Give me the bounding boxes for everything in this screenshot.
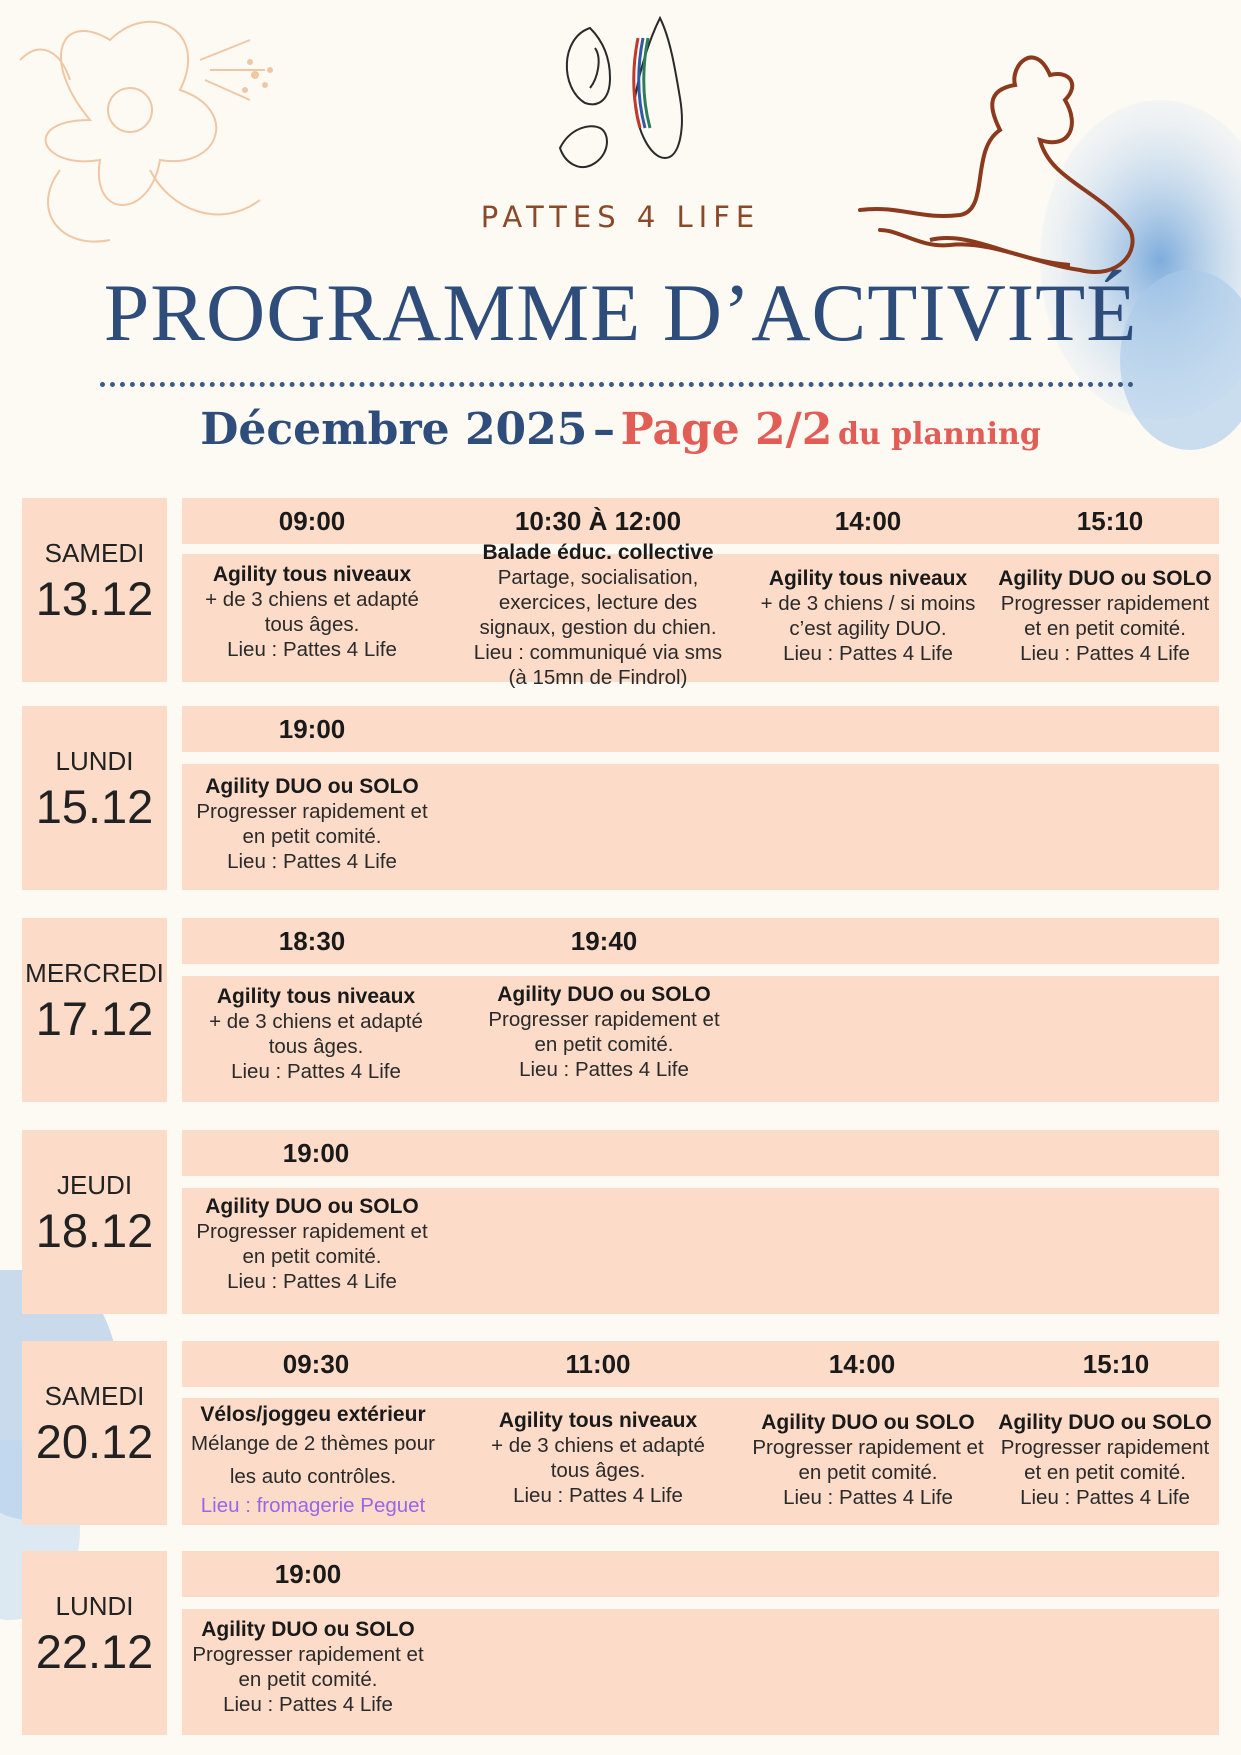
day-cell bbox=[22, 1551, 167, 1735]
page-title: PROGRAMME D’ACTIVITÉ bbox=[103, 267, 1138, 358]
activity-description: Progresser rapidement et en petit comité. bbox=[488, 1008, 720, 1056]
activity bbox=[748, 1410, 988, 1510]
activity bbox=[748, 566, 988, 666]
activity-location: Lieu : communiqué via sms (à 15mn de Findrol) bbox=[473, 641, 723, 689]
activities-row bbox=[182, 1188, 1219, 1314]
activity-title: Agility DUO ou SOLO bbox=[761, 1411, 975, 1434]
activity bbox=[196, 984, 436, 1084]
day-date: 18.12 bbox=[35, 1204, 154, 1257]
activity-title: Agility tous niveaux bbox=[216, 985, 416, 1008]
activity-location: Lieu : Pattes 4 Life bbox=[223, 1693, 393, 1716]
activity-location: Lieu : Pattes 4 Life bbox=[227, 638, 397, 661]
time-slot: 19:00 bbox=[274, 1559, 342, 1589]
activities-row bbox=[182, 764, 1219, 890]
activities-row bbox=[182, 1398, 1219, 1525]
flower-outline-illustration bbox=[0, 0, 300, 280]
activity bbox=[192, 774, 432, 874]
activities-row bbox=[182, 976, 1219, 1102]
day-name: SAMEDI bbox=[44, 1381, 145, 1411]
activity-title: Vélos/joggeu extérieur bbox=[200, 1403, 426, 1426]
activity-description: + de 3 chiens et adapté tous âges. bbox=[209, 1010, 423, 1058]
activity-location: Lieu : Pattes 4 Life bbox=[519, 1058, 689, 1081]
time-slot: 15:10 bbox=[1076, 506, 1144, 536]
time-bar bbox=[182, 1341, 1219, 1387]
day-cell bbox=[22, 1341, 167, 1525]
time-bar bbox=[182, 1551, 1219, 1597]
activity bbox=[484, 982, 724, 1082]
dotted-divider bbox=[100, 382, 1134, 387]
activity-description: Progresser rapidement et en petit comité. bbox=[192, 1643, 424, 1691]
time-slot: 19:00 bbox=[278, 714, 346, 744]
activities-row bbox=[182, 1609, 1219, 1735]
time-slot: 11:00 bbox=[565, 1349, 631, 1379]
subtitle-dash: – bbox=[592, 404, 615, 455]
activity-location: Lieu : Pattes 4 Life bbox=[227, 1270, 397, 1293]
day-cell bbox=[22, 706, 167, 890]
time-slot: 19:40 bbox=[570, 926, 638, 956]
day-date: 22.12 bbox=[35, 1625, 154, 1678]
day-cell bbox=[22, 918, 167, 1102]
day-name: LUNDI bbox=[55, 1591, 134, 1621]
time-slot: 09:30 bbox=[282, 1349, 350, 1379]
day-date: 20.12 bbox=[35, 1415, 154, 1468]
time-bar bbox=[182, 706, 1219, 752]
activity-title: Balade éduc. collective bbox=[482, 541, 714, 564]
day-name: SAMEDI bbox=[44, 538, 145, 568]
activity-title: Agility DUO ou SOLO bbox=[205, 1195, 419, 1218]
activity-location: Lieu : Pattes 4 Life bbox=[231, 1060, 401, 1083]
activity-location: Lieu : fromagerie Peguet bbox=[200, 1494, 426, 1517]
activity-description: Progresser rapidement et en petit comité. bbox=[1000, 592, 1210, 640]
time-slot: 14:00 bbox=[834, 506, 902, 536]
activity-title: Agility DUO ou SOLO bbox=[201, 1618, 415, 1641]
day-cell bbox=[22, 498, 167, 682]
time-slot: 10:30 À 12:00 bbox=[514, 506, 682, 536]
activity-description: + de 3 chiens et adapté tous âges. bbox=[491, 1434, 705, 1482]
time-slot: 09:00 bbox=[278, 506, 346, 536]
day-cell bbox=[22, 1130, 167, 1314]
activity-location: Lieu : Pattes 4 Life bbox=[513, 1484, 683, 1507]
activity-title: Agility DUO ou SOLO bbox=[998, 567, 1212, 590]
time-slot: 14:00 bbox=[828, 1349, 896, 1379]
activity-title: Agility DUO ou SOLO bbox=[998, 1411, 1212, 1434]
activity-title: Agility tous niveaux bbox=[212, 563, 412, 586]
activity-location: Lieu : Pattes 4 Life bbox=[783, 642, 953, 665]
day-date: 13.12 bbox=[35, 572, 154, 625]
activity-description: Mélange de 2 thèmes pour les auto contrôles. bbox=[191, 1432, 435, 1488]
day-name: LUNDI bbox=[55, 746, 134, 776]
activity-location: Lieu : Pattes 4 Life bbox=[227, 850, 397, 873]
activity bbox=[192, 1194, 432, 1294]
logo bbox=[540, 8, 700, 178]
time-slot: 18:30 bbox=[278, 926, 346, 956]
activities-row bbox=[182, 541, 1219, 689]
activity-description: Progresser rapidement et en petit comité. bbox=[752, 1436, 984, 1484]
day-name: JEUDI bbox=[56, 1170, 133, 1200]
activity-description: + de 3 chiens et adapté tous âges. bbox=[205, 588, 419, 636]
activity-title: Agility DUO ou SOLO bbox=[205, 775, 419, 798]
activity-description: Progresser rapidement et en petit comité. bbox=[196, 1220, 428, 1268]
activity-location: Lieu : Pattes 4 Life bbox=[1020, 1486, 1190, 1509]
activity-description: Progresser rapidement et en petit comité. bbox=[196, 800, 428, 848]
time-bar bbox=[182, 918, 1219, 964]
brand-name: PATTES 4 LIFE bbox=[480, 200, 761, 234]
activity bbox=[464, 540, 732, 690]
time-bar bbox=[182, 1130, 1219, 1176]
subtitle-tail: du planning bbox=[837, 417, 1041, 452]
activity-description: + de 3 chiens / si moins c’est agility DUO. bbox=[760, 592, 976, 640]
time-bar bbox=[182, 498, 1219, 544]
day-date: 17.12 bbox=[35, 992, 154, 1045]
activity-location: Lieu : Pattes 4 Life bbox=[783, 1486, 953, 1509]
subtitle-page: Page 2/2 bbox=[620, 404, 833, 455]
activity-title: Agility DUO ou SOLO bbox=[497, 983, 711, 1006]
activity-description: Partage, socialisation, exercices, lecture des signaux, gestion du chien. bbox=[479, 566, 717, 639]
day-name: MERCREDI bbox=[25, 958, 164, 988]
activity-location: Lieu : Pattes 4 Life bbox=[1020, 642, 1190, 665]
activity bbox=[188, 1617, 428, 1717]
page-subtitle bbox=[0, 404, 1241, 455]
time-slot: 15:10 bbox=[1082, 1349, 1150, 1379]
activity-description: Progresser rapidement et en petit comité. bbox=[1000, 1436, 1210, 1484]
activity-title: Agility tous niveaux bbox=[768, 567, 968, 590]
activity-title: Agility tous niveaux bbox=[498, 1409, 698, 1432]
activity bbox=[192, 562, 432, 662]
activity bbox=[478, 1408, 718, 1508]
activity bbox=[990, 566, 1220, 666]
day-date: 15.12 bbox=[35, 780, 154, 833]
subtitle-month: Décembre 2025 bbox=[200, 404, 588, 455]
activity bbox=[182, 1402, 444, 1518]
activity bbox=[990, 1410, 1220, 1510]
time-slot: 19:00 bbox=[282, 1138, 350, 1168]
